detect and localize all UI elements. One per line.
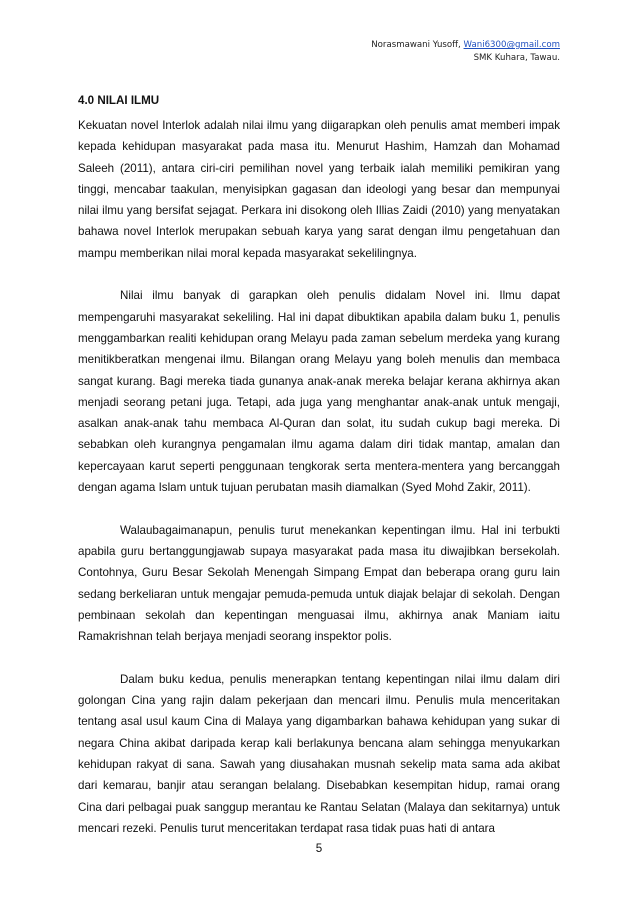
body-text [78, 115, 560, 860]
paragraph-4: Dalam buku kedua, penulis menerapkan tentang kepentingan nilai ilmu dalam diri golongan Cina yang rajin dalam pekerjaan dan mencari ilmu. Penulis mula menceritakan tentang asal usul kaum Cina di Malaya yang digambarkan bahawa kehidupan yang sukar di negara China akibat daripada kerap kali berlakunya bencana alam sehingga menyukarkan kehidupan rakyat di sana. Sawah yang diusahakan musnah sekelip mata sama ada akibat dari kemarau, banjir atau serangan belalang. Disebabkan kesempitan hidup, ramai orang Cina dari pelbagai puak sanggup merantau ke Rantau Selatan (Malaya dan sekitarnya) untuk mencari rezeki. Penulis turut menceritakan terdapat rasa tidak puas hati di antara [78, 672, 560, 835]
paragraph-2: Nilai ilmu banyak di garapkan oleh penulis didalam Novel ini. Ilmu dapat mempengaruhi masyarakat sekeliling. Hal ini dapat dibuktikan apabila dalam buku 1, penulis menggambarkan realiti kehidupan orang Melayu pada zaman sebelum merdeka yang kurang menitikberatkan mengenai ilmu. Bilangan orang Melayu yang boleh menulis dan membaca sangat kurang. Bagi mereka tiada gunanya anak-anak mereka belajar kerana akhirnya akan menjadi seorang petani juga. Tetapi, ada juga yang menghantar anak-anak untuk mengaji, asalkan anak-anak tahu membaca Al-Quran dan solat, itu sudah cukup bagi mereka. Di sebabkan oleh kurangnya pengamalan ilmu agama dalam diri tidak mantap, amalan dan kepercayaan karut seperti penggunaan tengkorak serta mentera-mentera yang bercanggah dengan agama Islam untuk tujuan perubatan masih diamalkan (Syed Mohd Zakir, 2011). [78, 289, 560, 495]
page-number: 5 [315, 842, 323, 855]
paragraph-3: Walaubagaimanapun, penulis turut menekankan kepentingan ilmu. Hal ini terbukti apabila guru bertanggungjawab supaya masyarakat pada masa itu diwajibkan bersekolah. Contohnya, Guru Besar Sekolah Menengah Simpang Empat dan beberapa orang guru lain sedang berkeliaran untuk mengajar pemuda-pemuda untuk diajak belajar di sekolah. Dengan pembinaan sekolah dan kepentingan menguasai ilmu, akhirnya anak Maniam iaitu Ramakrishnan telah berjaya menjadi seorang inspektor polis. [78, 523, 560, 644]
header-author-line [371, 39, 560, 52]
header-email-link[interactable]: Wani6300@gmail.com [463, 40, 560, 50]
section-title: 4.0 NILAI ILMU [78, 94, 160, 107]
header-author: Norasmawani Yusoff, [371, 40, 461, 50]
paragraph-1: Kekuatan novel Interlok adalah nilai ilmu yang diigarapkan oleh penulis amat memberi impak kepada kehidupan masyarakat pada masa itu. Menurut Hashim, Hamzah dan Mohamad Saleeh (2011), antara ciri-ciri pemilihan novel yang terbaik ialah memiliki pemikiran yang tinggi, mencabar taakulan, menyisipkan gagasan dan ideologi yang besar dan mempunyai nilai ilmu yang bersifat sejagat. Perkara ini disokong oleh Illias Zaidi (2010) yang menyatakan bahawa novel Interlok merupakan sebuah karya yang sarat dengan ilmu pengetahuan dan mampu memberikan nilai moral kepada masyarakat sekelilingnya. [78, 119, 560, 260]
page-header [371, 39, 560, 65]
header-school: SMK Kuhara, Tawau. [473, 53, 560, 63]
